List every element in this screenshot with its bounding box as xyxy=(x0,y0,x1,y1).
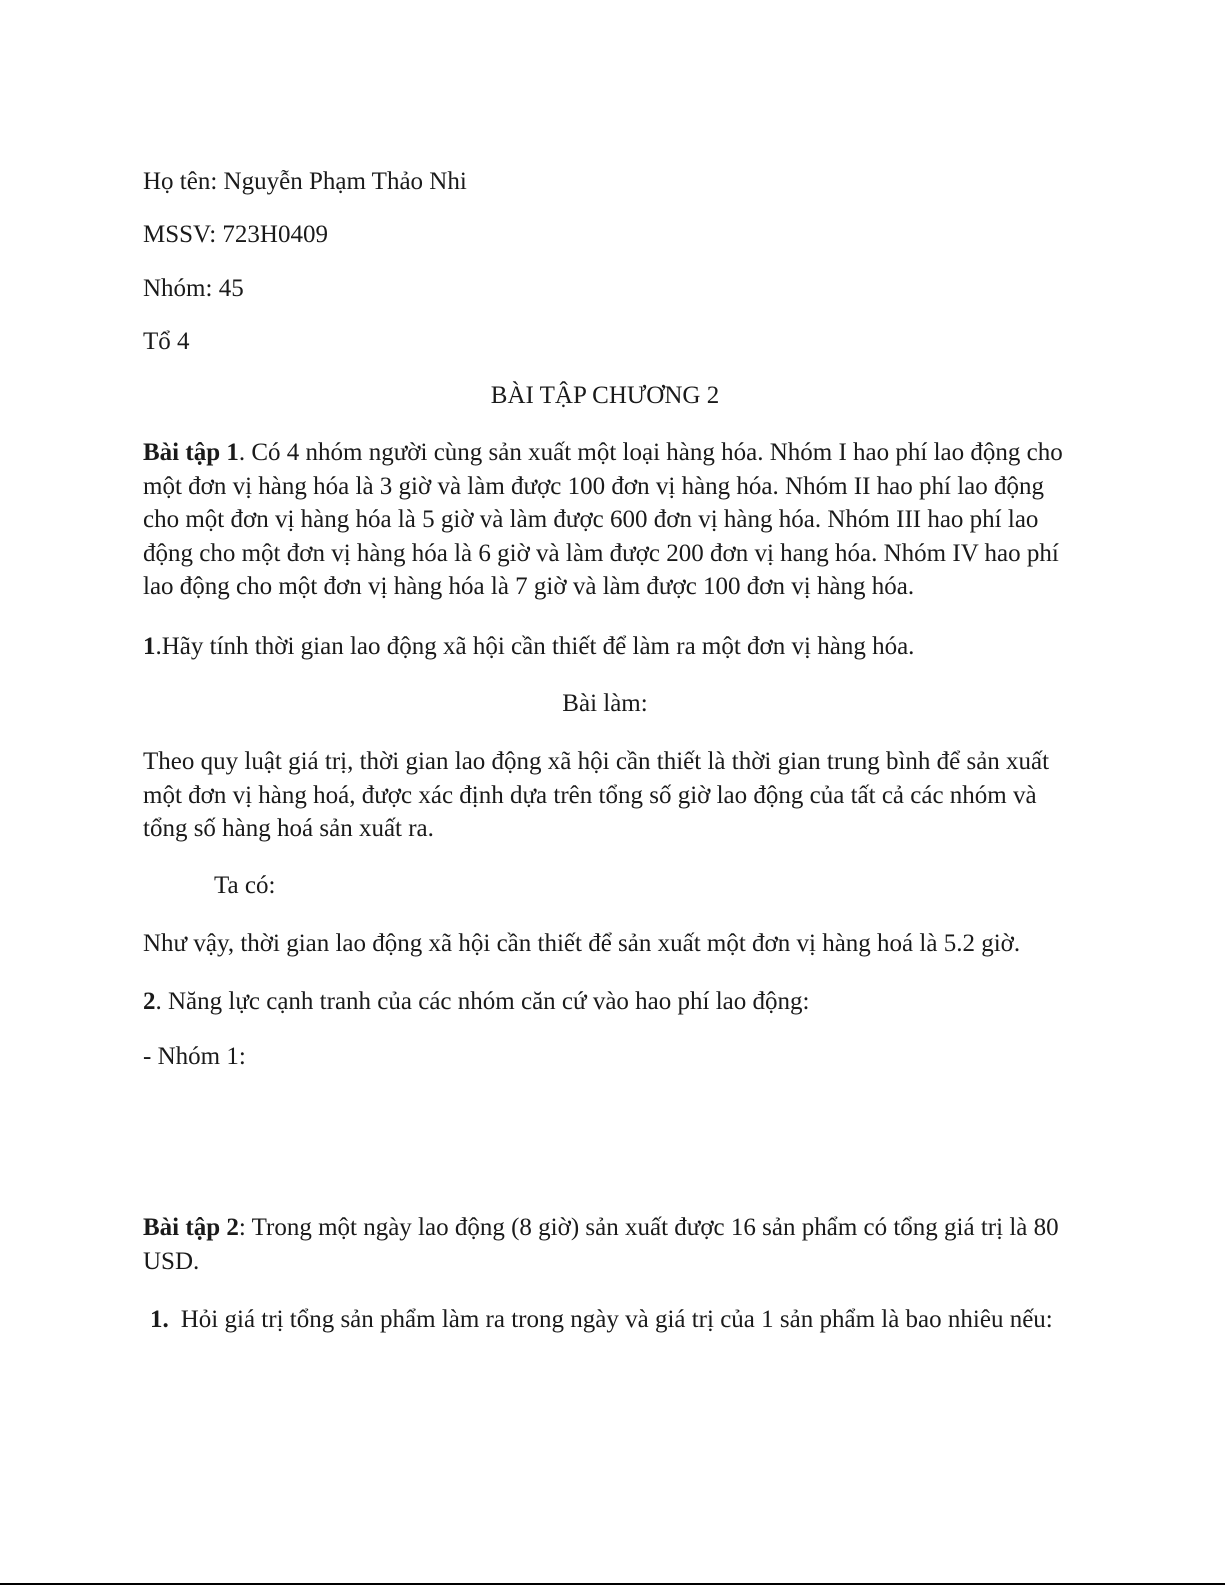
exercise2-question1-number: 1. xyxy=(150,1306,169,1333)
exercise1-paragraph xyxy=(143,436,1078,604)
conclusion-line: Như vậy, thời gian lao động xã hội cần thiết để sản xuất một đơn vị hàng hoá là 5.2 giờ. xyxy=(143,930,1021,957)
question1-number: 1 xyxy=(143,633,156,660)
exercise2-question1-text: Hỏi giá trị tổng sản phẩm làm ra trong ngày và giá trị của 1 sản phẩm là bao nhiêu nếu: xyxy=(180,1306,1053,1333)
exercise2-question1 xyxy=(150,1303,1070,1337)
exercise1-label: Bài tập 1 xyxy=(143,439,239,466)
group-line: Nhóm: 45 xyxy=(143,275,244,302)
question2-number: 2 xyxy=(143,988,156,1015)
question2-text: . Năng lực cạnh tranh của các nhóm căn cứ vào hao phí lao động: xyxy=(155,988,810,1015)
exercise2-label: Bài tập 2 xyxy=(143,1214,239,1241)
exercise1-question2 xyxy=(143,985,809,1019)
question1-text: .Hãy tính thời gian lao động xã hội cần thiết để làm ra một đơn vị hàng hóa. xyxy=(155,633,915,660)
student-id-line: MSSV: 723H0409 xyxy=(143,221,328,248)
exercise2-paragraph xyxy=(143,1211,1078,1278)
exercise2-text: : Trong một ngày lao động (8 giờ) sản xuất được 16 sản phẩm có tổng giá trị là 80 USD. xyxy=(143,1214,1059,1275)
answer-paragraph: Theo quy luật giá trị, thời gian lao động xã hội cần thiết là thời gian trung bình để sản xuất một đơn vị hàng hoá, được xác định dựa trên tổng số giờ lao động của tất cả các nhóm và tổng số hàng hoá sản xuất ra. xyxy=(143,748,1050,843)
exercise1-text: . Có 4 nhóm người cùng sản xuất một loại hàng hóa. Nhóm I hao phí lao động cho một đơn vị hàng hóa là 3 giờ và làm được 100 đơn vị hàng hóa. Nhóm II hao phí lao động cho một đơn vị hàng hóa là 5 giờ và làm được 600 đơn vị hàng hóa. Nhóm III hao phí lao động cho một đơn vị hàng hóa là 6 giờ và làm được 200 đơn vị hang hóa. Nhóm IV hao phí lao động cho một đơn vị hàng hóa là 7 giờ và làm được 100 đơn vị hàng hóa. xyxy=(143,439,1063,601)
team-line: Tổ 4 xyxy=(143,328,190,355)
name-line: Họ tên: Nguyễn Phạm Thảo Nhi xyxy=(143,168,467,195)
exercise1-question1 xyxy=(143,630,914,664)
group1-line: - Nhóm 1: xyxy=(143,1043,246,1070)
document-title: BÀI TẬP CHƯƠNG 2 xyxy=(490,382,720,409)
answer-heading: Bài làm: xyxy=(562,690,648,717)
we-have-line: Ta có: xyxy=(214,872,276,899)
